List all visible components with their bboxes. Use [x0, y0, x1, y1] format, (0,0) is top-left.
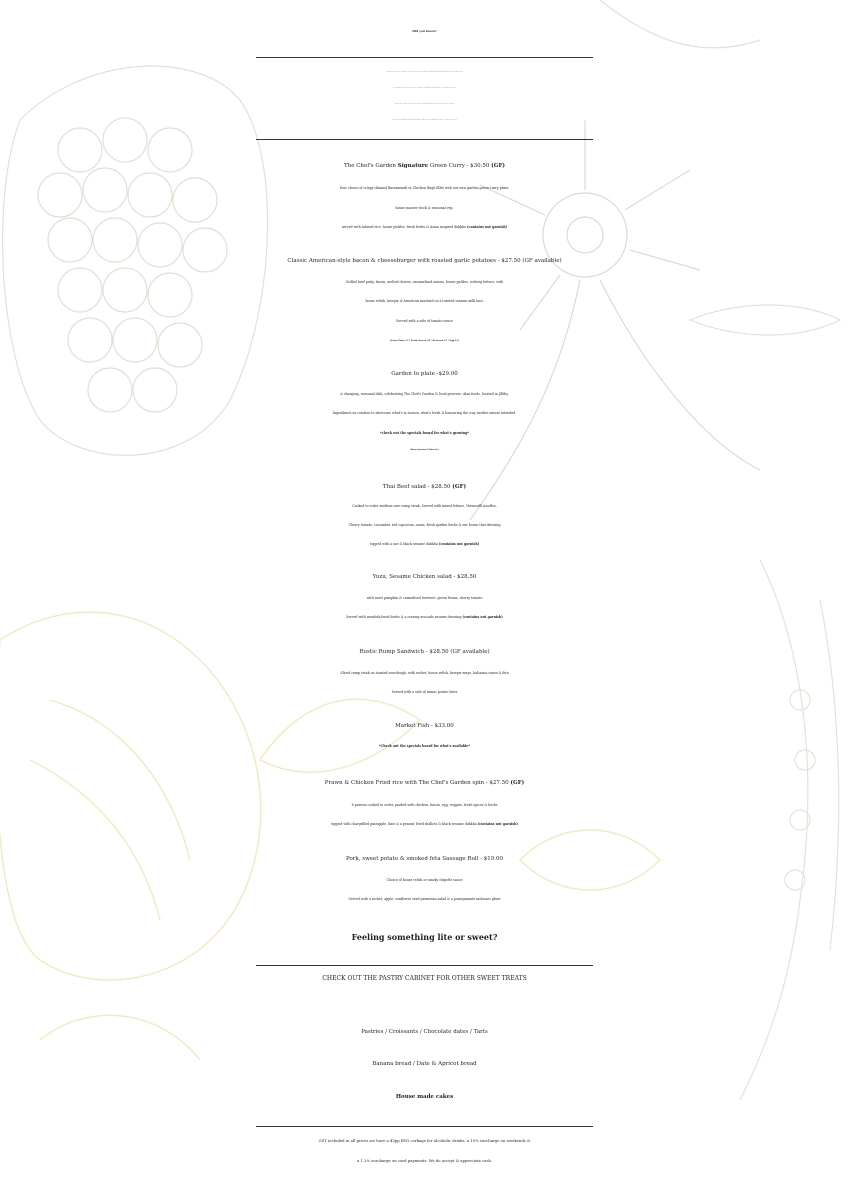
dish-description: Served with a rocket, apple, sunflower seed parmesan salad & a pomegranate molasses glaze	[348, 897, 501, 901]
dish-description: house relish, kewpie & American mustard on a toasted sesame milk bun.	[365, 299, 484, 303]
dish-title-burger: Classic American-style bacon & cheeseburger with roasted garlic potatoes - $27.50 (GF available)	[287, 258, 562, 264]
dish-description: Grilled beef patty, bacon, melted cheese, caramelised onions, house pickles, iceberg lettuce, with	[345, 280, 504, 284]
dish-description: served with infused rice, house pickles, fresh herbs & Asian inspired dukkha (contains nut garnish)	[341, 225, 508, 229]
dish-note: *Check out the specials board for what's available*	[379, 744, 470, 748]
dish-note: *check out the specials board for what's growing*	[380, 431, 469, 435]
intro-line: We dehydrate our flowers, herbs, fruit & vegetable garnishes to add that little bit of home to every dish;	[393, 88, 456, 89]
dish-title-sausage-roll: Pork, sweet potato & smoked feta Sausage Roll - $19.00	[346, 856, 503, 862]
intro-line: We grow all of our edible flowers & a selection of herbs in our organic permaculture garden just across the road from the cafe.	[386, 72, 463, 73]
divider	[256, 57, 593, 58]
dish-title-market-fish: Market Fish - $33.00	[395, 723, 454, 729]
footer-note: GST included in all prices,we have a $3pp BYO corkage for alcoholic drinks, a 10% surcharge on weekends &	[318, 1138, 531, 1143]
dish-description: with roast pumpkin & carmalised beetroot, green beans, cherry tomato	[366, 596, 483, 600]
divider	[256, 1126, 593, 1127]
pastry-cabinet-note: CHECK OUT THE PASTRY CABINET FOR OTHER SWEET TREATS	[322, 975, 527, 982]
dish-note: (Always Vegetarian & Gluten free)	[410, 450, 439, 451]
dish-description: Served with a side of tomato sauce	[396, 319, 453, 323]
dish-description: Served with a side of sumac potato bites	[391, 690, 458, 694]
divider	[256, 139, 593, 140]
dish-title-green-curry: The Chef's Garden Signature Green Curry - $30.50 (GF)	[344, 163, 505, 169]
sweet-items: Banana bread / Date & Apricot bread	[372, 1061, 477, 1067]
dish-description: Choice of house relish or smoky chipotle sauce	[386, 878, 463, 882]
sweet-items: Pastries / Croissants / Chocolate dates / Tarts	[361, 1029, 488, 1035]
dish-description: Sliced rump steak on toasted sourdough, with rocket, house relish, kewpie mayo, balsamic onion & feta	[340, 671, 509, 675]
dish-description: topped with a nut & black sesame dukkha (contains nut garnish)	[369, 542, 480, 546]
dish-description: house master stock & seasonal veg.	[395, 206, 454, 210]
intro-line: We take pride in making our meals from scratch, with love, care & attention to detail. We hope you enjoy xxx	[391, 120, 458, 121]
dish-title-thai-beef-salad: Thai Beef salad - $28.50 (GF)	[382, 484, 467, 490]
intro-heading: Did you know?	[412, 29, 437, 33]
dish-title-yuzu-chicken-salad: Yuzu, Sesame Chicken salad - $28.50	[372, 574, 477, 580]
dish-title-fried-rice: Prawn & Chicken Fried rice with The Chef's Garden spin - $27.50 (GF)	[324, 780, 525, 786]
dish-description: Cherry tomato, cucumber, red capsicum, onion, fresh garden herbs & our house thai dressing	[348, 523, 501, 527]
house-cakes: House made cakes	[395, 1094, 454, 1100]
divider	[256, 965, 593, 966]
footer-note: a 1.2% surcharge on card payments. We do accept & appreciate cash.	[356, 1158, 493, 1163]
dish-description: 6 prawns cooked to order, packed with chicken, bacon, egg, veggies, fresh spices & herbs	[351, 803, 498, 807]
dish-description: Cooked to order medium rare rump steak, Served with mixed lettuce, Vermicelli noodles,	[352, 504, 497, 508]
dish-description: topped with chargrilled pineapple, lime & a peanut, fried shallots & black sesame dukkha (contains nut garnish)	[331, 822, 518, 826]
intro-line: infusing oils, blending freshly milled herbs & extracting flavours from our very own Chef's Garden.	[394, 104, 455, 105]
dish-description: A changing, seasonal dish, celebrating The Chef's Garden & local growers: Alan foods, located in Jilliby.	[340, 392, 509, 396]
dish-description: Your choice of crispy skinned Barramundi or Chicken thigh fillet with our own garden green curry paste,	[339, 186, 510, 190]
dish-description: Served with wombok,fresh herbs & a creamy avocado sesame dressing (contains nut garnish)	[346, 615, 503, 619]
sweet-heading: Feeling something lite or sweet?	[351, 932, 498, 942]
dish-description: Ingredients on rotation to showcase what's in season, what's fresh & honouring the way mother nature intended.	[332, 411, 517, 415]
dish-title-garden-to-plate: Garden to plate -$29.00	[391, 371, 458, 377]
dish-title-rump-sandwich: Rustic Rump Sandwich - $28.50 (GF available)	[359, 649, 490, 655]
dish-extras: (Extra Patty $5 / Extra cheese $2 / Beetroot $3 / Egg $3)	[390, 339, 459, 342]
